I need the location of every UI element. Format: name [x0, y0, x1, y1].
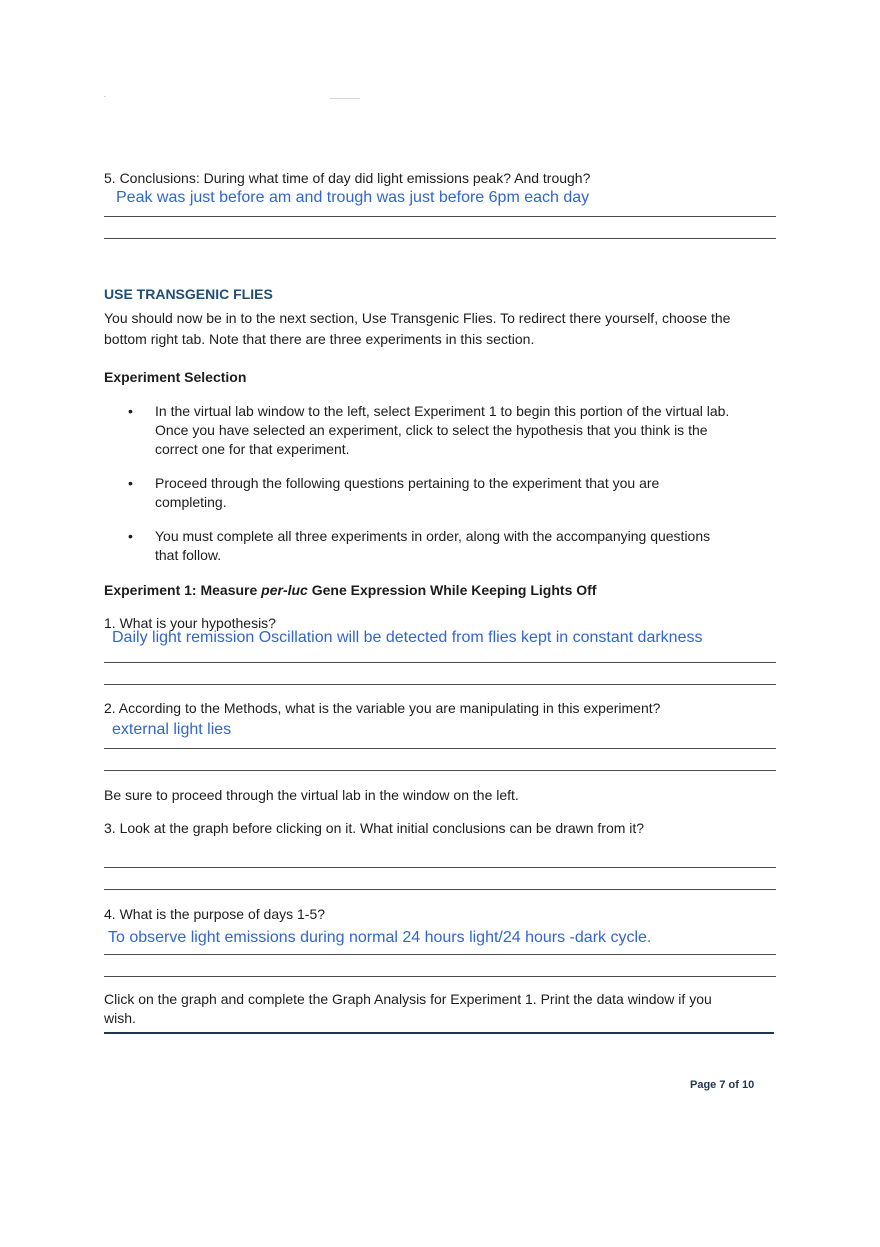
- experiment-1-title-part1: Experiment 1: Measure: [104, 582, 262, 598]
- lab-note: Be sure to proceed through the virtual lab in the window on the left.: [104, 787, 519, 803]
- selection-title: Experiment Selection: [104, 369, 247, 385]
- bullet-glyph: •: [128, 475, 133, 491]
- bullet-line: Proceed through the following questions pertaining to the experiment that you are: [155, 475, 660, 491]
- bullet-glyph: •: [128, 403, 133, 419]
- experiment-1-title: [104, 581, 596, 600]
- bullet-line: that follow.: [155, 547, 222, 563]
- section-divider: [104, 1032, 774, 1034]
- closing-line2: wish.: [104, 1010, 136, 1026]
- bullet-item-2: [155, 474, 780, 512]
- bullet-line: In the virtual lab window to the left, select Experiment 1 to begin this portion of the virtual lab.: [155, 403, 730, 419]
- question-5: 5. Conclusions: During what time of day did light emissions peak? And trough?: [104, 170, 591, 186]
- section-intro-line1: You should now be in to the next section, Use Transgenic Flies. To redirect there yourself, choose the: [104, 310, 731, 326]
- experiment-1-title-part2: Gene Expression While Keeping Lights Off: [307, 582, 597, 598]
- answer-line: [104, 976, 776, 977]
- section-intro-line2: bottom right tab. Note that there are three experiments in this section.: [104, 331, 535, 347]
- answer-line: [104, 238, 776, 239]
- question-1: 1. What is your hypothesis?: [104, 615, 276, 631]
- bullet-glyph: •: [128, 528, 133, 544]
- page-number: Page 7 of 10: [690, 1079, 755, 1091]
- answer-1[interactable]: Daily light remission Oscillation will be detected from flies kept in constant darkness: [112, 629, 703, 646]
- answer-line: [104, 889, 776, 890]
- answer-line: [104, 216, 776, 217]
- bullet-line: completing.: [155, 494, 227, 510]
- answer-line: [104, 748, 776, 749]
- scan-smudge: [330, 98, 360, 99]
- answer-line: [104, 954, 776, 955]
- closing-line1: Click on the graph and complete the Graph Analysis for Experiment 1. Print the data window if you: [104, 991, 712, 1007]
- answer-line: [104, 770, 776, 771]
- answer-2[interactable]: external light lies: [112, 721, 232, 738]
- experiment-1-title-italic: per-luc: [261, 582, 308, 598]
- bullet-item-1: [155, 402, 780, 459]
- answer-line: [104, 684, 776, 685]
- question-2: 2. According to the Methods, what is the variable you are manipulating in this experiment?: [104, 700, 661, 716]
- scan-smudge: [104, 96, 106, 97]
- bullet-line: correct one for that experiment.: [155, 441, 350, 457]
- bullet-item-3: [155, 527, 780, 565]
- answer-5[interactable]: Peak was just before am and trough was just before 6pm each day: [116, 189, 590, 206]
- answer-line: [104, 867, 776, 868]
- bullet-line: You must complete all three experiments in order, along with the accompanying questions: [155, 528, 711, 544]
- answer-4[interactable]: To observe light emissions during normal 24 hours light/24 hours -dark cycle.: [108, 929, 652, 946]
- answer-line: [104, 662, 776, 663]
- question-4: 4. What is the purpose of days 1-5?: [104, 906, 326, 922]
- section-title: USE TRANSGENIC FLIES: [104, 286, 273, 302]
- question-3: 3. Look at the graph before clicking on it. What initial conclusions can be drawn from it?: [104, 820, 645, 836]
- bullet-line: Once you have selected an experiment, click to select the hypothesis that you think is the: [155, 422, 708, 438]
